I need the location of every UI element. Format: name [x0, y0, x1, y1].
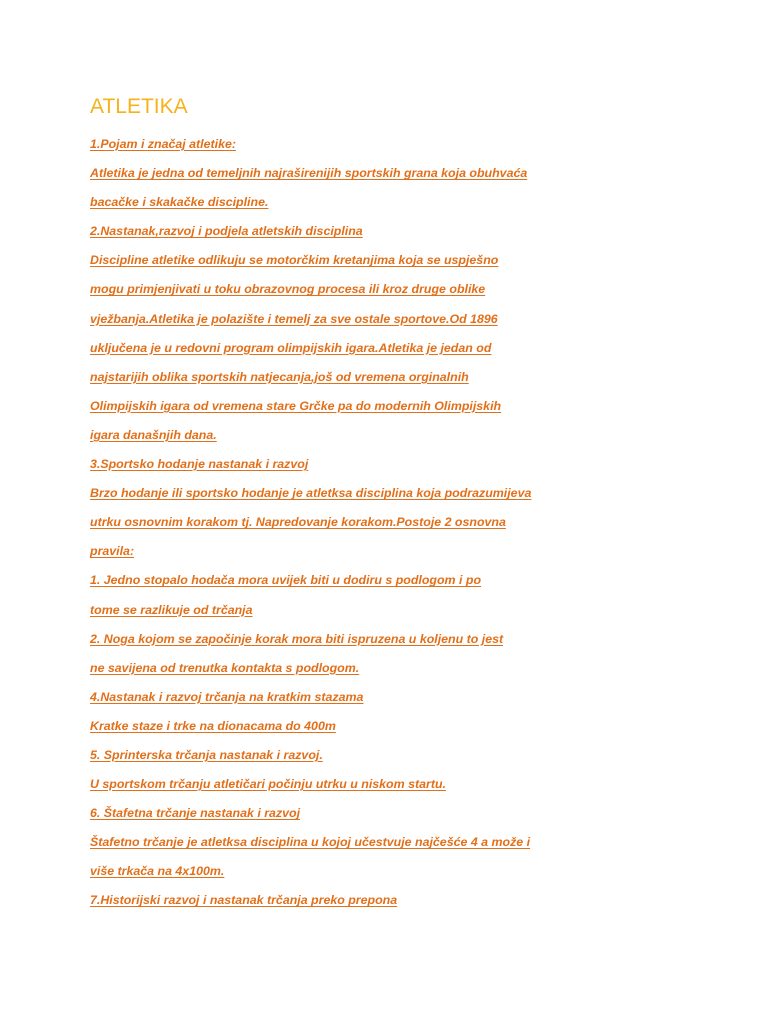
text-line: pravila: [90, 544, 135, 559]
document-title: ATLETIKA [90, 95, 188, 118]
text-line: Brzo hodanje ili sportsko hodanje je atletksa disciplina koja podrazumijeva [90, 486, 532, 501]
text-line: Štafetno trčanje je atletksa disciplina u kojoj učestvuje najčešće 4 a može i [90, 835, 531, 850]
text-line: više trkača na 4x100m. [90, 864, 225, 879]
text-line: Olimpijskih igara od vremena stare Grčke pa do modernih Olimpijskih [90, 398, 502, 413]
text-line: 4.Nastanak i razvoj trčanja na kratkim stazama [90, 689, 364, 704]
text-line: 7.Historijski razvoj i nastanak trčanja preko prepona [90, 893, 398, 908]
text-line: ne savijena od trenutka kontakta s podlogom. [90, 660, 360, 675]
text-line: mogu primjenjivati u toku obrazovnog procesa ili kroz druge oblike [90, 282, 486, 297]
text-line: utrku osnovnim korakom tj. Napredovanje korakom.Postoje 2 osnovna [90, 515, 506, 530]
text-line: Atletika je jedna od temeljnih najraširenijih sportskih grana koja obuhvaća [90, 166, 528, 181]
text-line: igara današnjih dana. [90, 427, 217, 442]
text-line: 1.Pojam i značaj atletike: [90, 137, 236, 151]
text-line: 3.Sportsko hodanje nastanak i razvoj [90, 457, 309, 472]
text-line: uključena je u redovni program olimpijskih igara.Atletika je jedan od [90, 340, 492, 355]
text-line: Kratke staze i trke na dionacama do 400m [90, 718, 336, 733]
text-line: 5. Sprinterska trčanja nastanak i razvoj. [90, 747, 323, 762]
text-line: 6. Štafetna trčanje nastanak i razvoj [90, 806, 301, 821]
text-line: U sportskom trčanju atletičari počinju utrku u niskom startu. [90, 777, 446, 792]
text-line: Discipline atletike odlikuju se motorčkim kretanjima koja se uspješno [90, 253, 499, 268]
text-line: bacačke i skakačke discipline. [90, 195, 269, 210]
document-body [90, 130, 690, 916]
text-line: vježbanja.Atletika je polazište i temelj za sve ostale sportove.Od 1896 [90, 311, 498, 326]
text-line: 2.Nastanak,razvoj i podjela atletskih disciplina [90, 224, 363, 239]
text-line: 1. Jedno stopalo hodača mora uvijek biti u dodiru s podlogom i po [90, 573, 482, 588]
text-line: 2. Noga kojom se započinje korak mora biti ispruzena u koljenu to jest [90, 631, 504, 646]
text-line: tome se razlikuje od trčanja [90, 602, 253, 617]
text-line: najstarijih oblika sportskih natjecanja,još od vremena orginalnih [90, 369, 469, 384]
